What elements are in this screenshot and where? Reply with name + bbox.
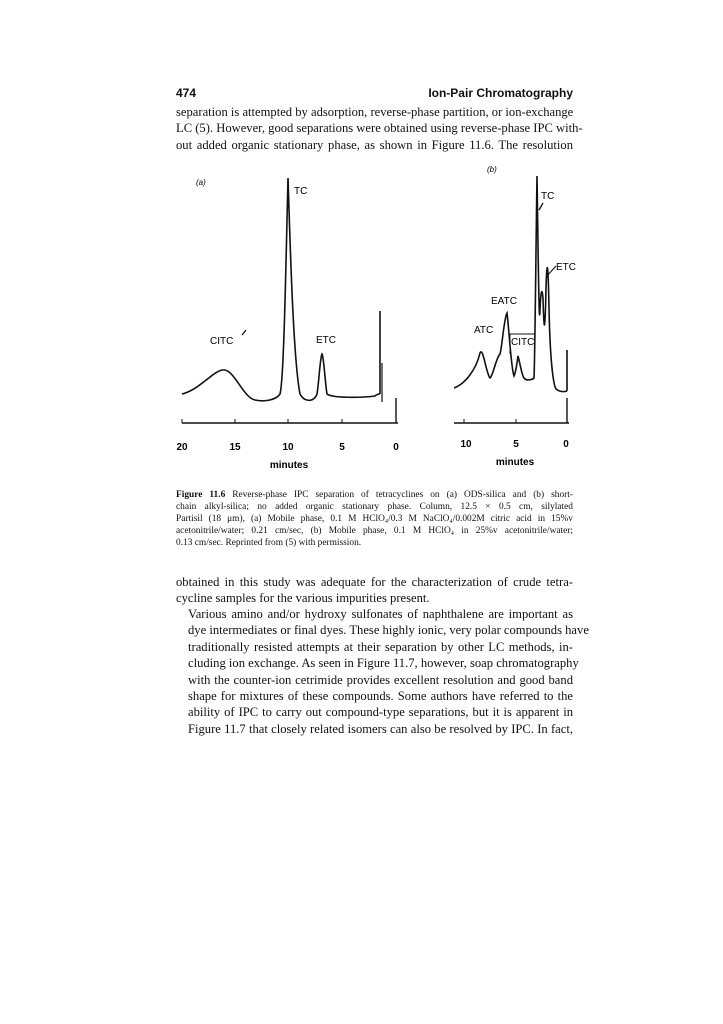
chromatogram-figure — [160, 158, 600, 478]
text-line: separation is attempted by adsorption, reverse-phase partition, or ion-exchange — [176, 105, 574, 119]
x-tick-label-a: 5 — [339, 442, 345, 453]
text-line: shape for mixtures of these compounds. Some authors have referred to the — [188, 689, 573, 704]
text-line: obtained in this study was adequate for the characterization of crude tetra- — [176, 575, 573, 589]
paragraph-results — [176, 574, 573, 607]
x-tick-label-a: 10 — [282, 442, 294, 453]
text-line: Various amino and/or hydroxy sulfonates of naphthalene are important as — [188, 607, 573, 621]
text-line: dye intermediates or final dyes. These highly ionic, very polar compounds have — [188, 623, 589, 638]
text-line: LC (5). However, good separations were obtained using reverse-phase IPC with- — [176, 121, 583, 136]
paragraph-intro — [176, 104, 583, 153]
text-line: Figure 11.7 that closely related isomers can also be resolved by IPC. In fact, — [188, 721, 573, 736]
figure-caption — [176, 489, 573, 549]
x-tick-label-a: 20 — [176, 442, 188, 453]
chromatogram-a — [176, 178, 399, 471]
panel-label-a: (a) — [196, 178, 206, 187]
chromatogram-b — [454, 165, 576, 468]
text-line: cluding ion exchange. As seen in Figure 11.7, however, soap chromatography — [188, 656, 579, 671]
peak-label-citc-a: CITC — [210, 336, 234, 347]
peak-label-etc-b: ETC — [556, 262, 576, 273]
x-tick-label-a: 0 — [393, 442, 399, 453]
x-tick-label-b: 0 — [563, 439, 569, 450]
text-line: cycline samples for the various impurities present. — [176, 591, 430, 606]
peak-pointer-citc-a — [242, 330, 246, 335]
caption-line: 0.13 cm/sec. Reprinted from (5) with permission. — [176, 538, 362, 549]
peak-label-citc-b: CITC — [511, 337, 535, 348]
page-number: 474 — [176, 86, 197, 100]
peak-label-tc-a: TC — [294, 186, 308, 197]
text-line: out added organic stationary phase, as shown in Figure 11.6. The resolution — [176, 137, 573, 152]
caption-line: Reverse-phase IPC separation of tetracyclines on (a) ODS-silica and (b) short- — [232, 490, 573, 500]
paragraph-sulfonates — [176, 606, 589, 737]
text-line: ability of IPC to carry out compound-type separations, but it is apparent in — [188, 705, 573, 720]
peak-label-eatc-b: EATC — [491, 296, 517, 307]
text-line: traditionally resisted attempts at their separation by other LC methods, in- — [188, 639, 573, 654]
peak-label-etc-a: ETC — [316, 335, 336, 346]
trace-b — [454, 176, 567, 392]
panel-label-b: (b) — [487, 165, 497, 174]
caption-line: chain alkyl-silica; no added organic stationary phase. Column, 12.5 × 0.5 cm, silylated — [176, 502, 573, 513]
caption-line: acetonitrile/water; 0.21 cm/sec, (b) Mobile phase, 0.1 M HClO₄ in 25%v acetonitrile/water; — [176, 526, 573, 537]
caption-line: Partisil (18 μm), (a) Mobile phase, 0.1 M HClO₄/0.3 M NaClO₄/0.002M citric acid in 15%v — [176, 514, 573, 525]
x-axis-title-a: minutes — [269, 460, 309, 471]
trace-a — [182, 178, 380, 401]
caption-label: Figure 11.6 — [176, 490, 226, 500]
running-title: Ion-Pair Chromatography — [428, 86, 573, 100]
text-line: with the counter-ion cetrimide provides excellent resolution and good band — [188, 672, 573, 687]
x-axis-title-b: minutes — [495, 457, 535, 468]
peak-pointer-tc-b — [539, 203, 543, 210]
x-tick-label-b: 5 — [513, 439, 519, 450]
peak-label-atc-b: ATC — [474, 325, 494, 336]
peak-label-tc-b: TC — [541, 191, 555, 202]
x-tick-label-a: 15 — [229, 442, 241, 453]
x-tick-label-b: 10 — [460, 439, 472, 450]
